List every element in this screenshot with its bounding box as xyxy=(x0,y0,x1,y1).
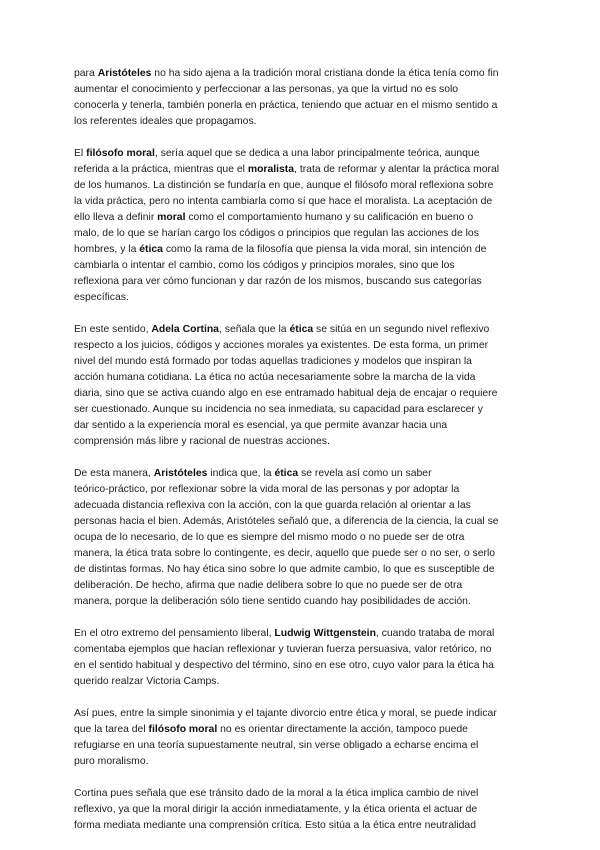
text-run: deliberación. De hecho, afirma que nadie delibera sobre lo que no puede ser de otra xyxy=(74,580,463,591)
text-run: no ha sido ajena a la tradición moral cristiana donde la ética tenía como fin xyxy=(151,68,499,79)
text-run: se revela así como un saber xyxy=(298,468,432,479)
bold-term: filósofo moral xyxy=(86,148,155,159)
text-line xyxy=(74,194,530,210)
text-run: En el otro extremo del pensamiento liberal, xyxy=(74,628,275,639)
text-run: como el comportamiento humano y su calificación en bueno o xyxy=(185,212,474,223)
text-line xyxy=(74,290,530,306)
paragraph-p6 xyxy=(74,706,530,770)
text-line xyxy=(74,242,530,258)
text-line xyxy=(74,530,530,546)
text-run: diaria, sino que se activa cuando algo en ese entramado habitual deja de encajar o requiere xyxy=(74,388,498,399)
bold-term: Aristóteles xyxy=(153,468,208,479)
text-run: adecuada distancia reflexiva con la acción, con la que guarda relación al orientar a las xyxy=(74,500,471,511)
text-run: comprensión más libre y racional de nuestras acciones. xyxy=(74,436,330,447)
text-run: , trata de reformar y alentar la práctica moral xyxy=(294,164,500,175)
bold-term: filósofo moral xyxy=(148,724,218,735)
bold-term: ética xyxy=(274,468,299,479)
text-run: acción humana cotidiana. La ética no actúa necesariamente sobre la marcha de la vida xyxy=(74,372,476,383)
paragraph-p7 xyxy=(74,786,530,834)
text-line xyxy=(74,114,530,130)
text-line xyxy=(74,674,530,690)
text-run: no es orientar directamente la acción, tampoco puede xyxy=(217,724,468,735)
text-line xyxy=(74,210,530,226)
text-line xyxy=(74,594,530,610)
paragraph-p1 xyxy=(74,66,530,130)
text-run: , señala que la xyxy=(218,324,290,335)
text-run: reflexiona para ver cómo funcionan y dar razón de los mismos, buscando sus categorías xyxy=(74,276,482,287)
text-line xyxy=(74,738,530,754)
text-line xyxy=(74,546,530,562)
text-line xyxy=(74,786,530,802)
text-run: querido realzar Victoria Camps. xyxy=(74,676,220,687)
text-line xyxy=(74,578,530,594)
text-run: los referentes ideales que propagamos. xyxy=(74,116,257,127)
text-run: referida a la práctica, mientras que el xyxy=(74,164,248,175)
text-line xyxy=(74,178,530,194)
text-run: personas hacia el bien. Además, Aristóteles señaló que, a diferencia de la ciencia, la cual se xyxy=(74,516,499,527)
text-line xyxy=(74,354,530,370)
text-line xyxy=(74,370,530,386)
text-run: nivel del mundo está formado por todas aquellas tradiciones y modelos que inspiran la xyxy=(74,356,472,367)
document-body xyxy=(74,66,530,850)
text-run: En este sentido, xyxy=(74,324,152,335)
text-line xyxy=(74,338,530,354)
text-run: Cortina pues señala que ese tránsito dado de la moral a la ética implica cambio de nivel xyxy=(74,788,479,799)
text-run: específicas. xyxy=(74,292,129,303)
text-line xyxy=(74,722,530,738)
text-run: Así pues, entre la simple sinonimia y el tajante divorcio entre ética y moral, se puede indicar xyxy=(74,708,497,719)
text-line xyxy=(74,258,530,274)
text-line xyxy=(74,514,530,530)
text-line xyxy=(74,802,530,818)
text-run: de distintas formas. No hay ética sino sobre lo que admite cambio, lo que es susceptible de xyxy=(74,564,495,575)
text-line xyxy=(74,706,530,722)
text-line xyxy=(74,98,530,114)
text-run: dar sentido a la experiencia moral es esencial, ya que permite avanzar hacia una xyxy=(74,420,448,431)
text-line xyxy=(74,754,530,770)
text-line xyxy=(74,626,530,642)
text-run: indica que, la xyxy=(207,468,275,479)
text-run: reflexivo, ya que la moral dirigir la acción inmediatamente, y la ética orienta el actuar de xyxy=(74,804,478,815)
text-run: comentaba ejemplos que hacían reflexionar y tuvieran fuerza persuasiva, valor retórico, no xyxy=(74,644,492,655)
text-run: conocerla y tenerla, también ponerla en práctica, teniendo que actuar en el mismo sentido a xyxy=(74,100,498,111)
text-line xyxy=(74,274,530,290)
paragraph-p2 xyxy=(74,146,530,306)
text-line xyxy=(74,466,530,482)
text-line xyxy=(74,402,530,418)
text-run: refugiarse en una teoría supuestamente neutral, sin verse obligado a echarse encima el xyxy=(74,740,479,751)
text-run: respecto a los juicios, códigos y acciones morales ya existentes. De esta forma, un primer xyxy=(74,340,489,351)
text-run: ser cuestionado. Aunque su incidencia no sea inmediata, su capacidad para esclarecer y xyxy=(74,404,483,415)
text-line xyxy=(74,418,530,434)
text-line xyxy=(74,386,530,402)
text-run: ello lleva a definir xyxy=(74,212,158,223)
text-line xyxy=(74,482,530,498)
text-line xyxy=(74,146,530,162)
paragraph-p4 xyxy=(74,466,530,610)
text-line xyxy=(74,562,530,578)
text-run: manera, porque la deliberación sólo tiene sentido cuando hay posibilidades de acción. xyxy=(74,596,471,607)
text-run: se sitúa en un segundo nivel reflexivo xyxy=(313,324,490,335)
text-line xyxy=(74,66,530,82)
bold-term: Ludwig Wittgenstein xyxy=(274,628,376,639)
bold-term: Adela Cortina xyxy=(151,324,219,335)
text-run: malo, de lo que se harían cargo los códigos o principios que regulan las acciones de los xyxy=(74,228,479,239)
text-run: que la tarea del xyxy=(74,724,149,735)
text-run: puro moralismo. xyxy=(74,756,149,767)
bold-term: ética xyxy=(289,324,314,335)
text-run: aumentar el conocimiento y perfeccionar a las personas, ya que la virtud no es solo xyxy=(74,84,459,95)
text-line xyxy=(74,322,530,338)
text-run: manera, la ética trata sobre lo contingente, es decir, aquello que puede ser o no ser, o serlo xyxy=(74,548,496,559)
text-run: la vida práctica, pero no intenta cambiarla como sí que hace el moralista. La aceptación de xyxy=(74,196,493,207)
paragraph-p5 xyxy=(74,626,530,690)
text-line xyxy=(74,498,530,514)
text-line xyxy=(74,658,530,674)
text-run: De esta manera, xyxy=(74,468,154,479)
text-run: teórico-práctico, por reflexionar sobre la vida moral de las personas y por adoptar la xyxy=(74,484,460,495)
text-run: para xyxy=(74,68,98,79)
bold-term: moralista xyxy=(247,164,295,175)
text-run: cambiarla o intentar el cambio, como los códigos y principios morales, sino que los xyxy=(74,260,455,271)
text-run: hombres, y la xyxy=(74,244,140,255)
text-line xyxy=(74,642,530,658)
text-line xyxy=(74,226,530,242)
text-run: forma mediata mediante una comprensión crítica. Esto sitúa a la ética entre neutralidad xyxy=(74,820,476,831)
bold-term: Aristóteles xyxy=(97,68,152,79)
text-run: ocupa de lo necesario, de lo que es siempre del mismo modo o no puede ser de otra xyxy=(74,532,465,543)
text-line xyxy=(74,818,530,834)
text-line xyxy=(74,434,530,450)
text-run: , cuando trataba de moral xyxy=(375,628,495,639)
bold-term: moral xyxy=(157,212,186,223)
text-line xyxy=(74,162,530,178)
text-run: de los humanos. La distinción se fundaría en que, aunque el filósofo moral reflexiona sobre xyxy=(74,180,494,191)
text-line xyxy=(74,82,530,98)
text-run: El xyxy=(74,148,87,159)
text-run: como la rama de la filosofía que piensa la vida moral, sin intención de xyxy=(162,244,487,255)
text-run: en el sentido habitual y despectivo del término, sino en ese otro, cuyo valor para la ética ha xyxy=(74,660,494,671)
text-run: , sería aquel que se dedica a una labor principalmente teórica, aunque xyxy=(154,148,480,159)
bold-term: ética xyxy=(139,244,163,255)
paragraph-p3 xyxy=(74,322,530,450)
